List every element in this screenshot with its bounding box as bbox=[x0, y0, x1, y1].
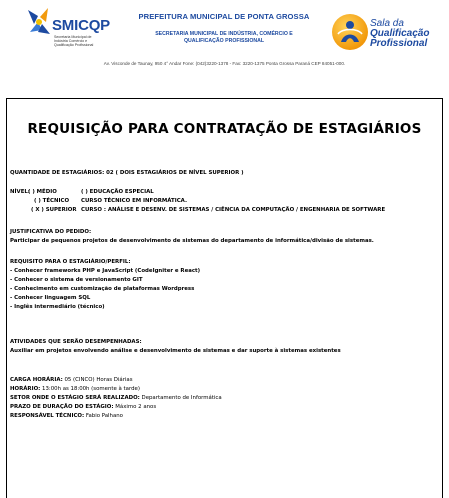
requirement-item: - Conhecer frameworks PHP e JavaScript (CodeIgniter e React) bbox=[10, 268, 201, 274]
sala-logo-line1: Sala da bbox=[370, 18, 404, 29]
smicqp-subtitle: Secretaria Municipal de bbox=[54, 35, 92, 39]
detail-row bbox=[10, 413, 123, 420]
level-option-superior: ( X ) SUPERIOR bbox=[31, 207, 77, 213]
secretariat-line: SECRETARIA MUNICIPAL DE INDÚSTRIA, COMÉRCIO E bbox=[155, 31, 293, 37]
level-option-medio: ( ) MÉDIO bbox=[28, 189, 57, 195]
activities-heading: ATIVIDADES QUE SERÃO DESEMPENHADAS: bbox=[10, 339, 142, 345]
detail-row bbox=[10, 404, 156, 411]
level-option-detail: CURSO : ANÁLISE E DESENV. DE SISTEMAS / CIÊNCIA DA COMPUTAÇÃO / ENGENHARIA DE SOFTWARE bbox=[81, 207, 386, 213]
secretariat-line: QUALIFICAÇÃO PROFISSIONAL bbox=[183, 37, 265, 44]
smicqp-subtitle: Indústria Comércio e bbox=[54, 39, 88, 43]
detail-label: CARGA HORÁRIA: bbox=[10, 377, 63, 383]
letterhead-address: Av. Visconde de Taunay, 950 4° Andar Fone: (042)3220-1378 - Fax: 3220-1375 Ponta Grossa Paraná CEP 84051-000. bbox=[103, 61, 346, 66]
smicqp-logo bbox=[24, 6, 114, 58]
detail-label: PRAZO DE DURAÇÃO DO ESTÁGIO: bbox=[10, 404, 114, 410]
detail-label: HORÁRIO: bbox=[10, 386, 41, 392]
requirement-item: - Conhecer linguagem SQL bbox=[10, 295, 91, 301]
detail-value: 13:00h as 18:00h (somente à tarde) bbox=[42, 386, 140, 392]
letterhead bbox=[0, 0, 449, 75]
detail-value: 05 (CINCO) Horas Diárias bbox=[64, 377, 133, 383]
level-label: NÍVEL: bbox=[10, 189, 30, 195]
level-option-detail: ( ) EDUCAÇÃO ESPECIAL bbox=[81, 189, 154, 195]
requirement-item: - Conhecer o sistema de versionamento GIT bbox=[10, 277, 143, 283]
detail-row bbox=[10, 377, 133, 384]
prefeitura-title: PREFEITURA MUNICIPAL DE PONTA GROSSA bbox=[138, 12, 310, 21]
activities-text: Auxiliar em projetos envolvendo análise e desenvolvimento de sistemas e dar suporte à sistemas existentes bbox=[10, 348, 341, 354]
requirement-item: - Conhecimento em customização de plataformas Wordpress bbox=[10, 286, 195, 292]
sala-qualificacao-logo bbox=[326, 8, 436, 56]
detail-value: Departamento de Informática bbox=[141, 395, 222, 401]
requirement-item: - Inglês intermediário (técnico) bbox=[10, 304, 105, 310]
quantity-line: QUANTIDADE DE ESTAGIÁRIOS: 02 ( DOIS ESTAGIÁRIOS DE NÍVEL SUPERIOR ) bbox=[10, 170, 244, 176]
smicqp-emblem-icon bbox=[24, 6, 54, 40]
requisition-document bbox=[6, 98, 443, 498]
detail-row bbox=[10, 386, 140, 393]
smicqp-subtitle: Qualificação Profissional bbox=[54, 43, 94, 47]
detail-label: SETOR ONDE O ESTÁGIO SERÁ REALIZADO: bbox=[10, 395, 140, 401]
justification-heading: JUSTIFICATIVA DO PEDIDO: bbox=[10, 229, 92, 235]
detail-value: Fabio Palhano bbox=[85, 413, 123, 419]
sala-qualificacao-emblem-icon bbox=[332, 14, 368, 50]
level-option-detail: CURSO TÉCNICO EM INFORMÁTICA. bbox=[81, 198, 188, 204]
sala-logo-line3: Profissional bbox=[370, 38, 428, 49]
document-title: REQUISIÇÃO PARA CONTRATAÇÃO DE ESTAGIÁRIOS bbox=[27, 121, 422, 137]
justification-text: Participar de pequenos projetos de desenvolvimento de sistemas do departamento de informática/divisão de sistemas. bbox=[10, 238, 374, 244]
detail-label: RESPONSÁVEL TÉCNICO: bbox=[10, 413, 85, 419]
smicqp-wordmark: SMICQP bbox=[52, 17, 110, 34]
secretariat-name bbox=[112, 31, 336, 44]
sala-logo-line2: Qualificação bbox=[370, 28, 430, 39]
detail-value: Máximo 2 anos bbox=[115, 404, 157, 410]
level-option-tecnico: ( ) TÉCNICO bbox=[34, 198, 70, 204]
requirements-heading: REQUISITO PARA O ESTAGIÁRIO/PERFIL: bbox=[10, 259, 131, 265]
detail-row bbox=[10, 395, 222, 402]
letterhead-center bbox=[112, 12, 336, 44]
